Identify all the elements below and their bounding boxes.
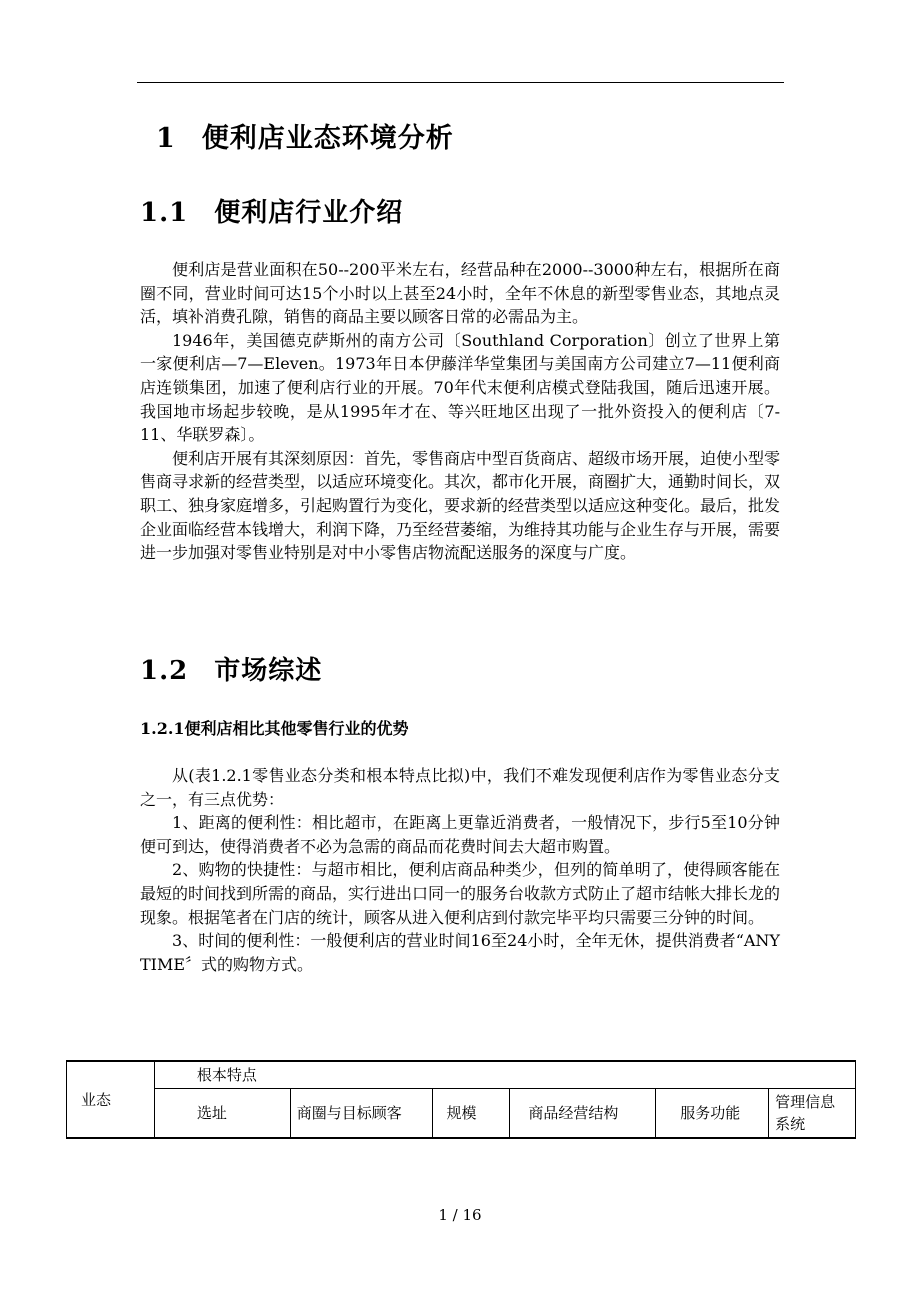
paragraph: 1946年，美国德克萨斯州的南方公司〔Southland Corporation〕创立了世界上第一家便利店—7—Eleven。1973年日本伊藤洋华堂集团与美国南方公司建立7—11便利商店连锁集团，加速了便利店行业的开展。70年代末便利店模式登陆我国，随后迅速开展。我国地市场起步较晚，是从1995年才在、等兴旺地区出现了一批外资投入的便利店〔7-11、华联罗森〕。 xyxy=(140,330,780,445)
paragraph: 1、距离的便利性：相比超市，在距离上更靠近消费者，一般情况下，步行5至10分钟便可到达，使得消费者不必为急需的商品而花费时间去大超市购置。 xyxy=(140,813,780,856)
table-column-header: 规模 xyxy=(432,1088,510,1138)
paragraph: 3、时间的便利性：一般便利店的营业时间16至24小时，全年无休，提供消费者“ANY TIME〞式的购物方式。 xyxy=(140,931,780,974)
section-title: 便利店行业介绍 xyxy=(214,198,404,228)
section-number: 1.2 xyxy=(140,656,189,686)
page-number: 1 / 16 xyxy=(438,1206,482,1224)
section-title: 市场综述 xyxy=(214,656,323,686)
table-column-header: 管理信息系统 xyxy=(769,1088,856,1138)
retail-format-table xyxy=(66,1060,856,1139)
header-rule xyxy=(137,82,784,83)
paragraph: 从(表1.2.1零售业态分类和根本特点比拟)中，我们不难发现便利店作为零售业态分支之一，有三点优势： xyxy=(140,766,780,809)
table-column-header: 商品经营结构 xyxy=(510,1088,656,1138)
section-heading-1-2 xyxy=(140,650,322,687)
subsection-heading xyxy=(140,716,409,739)
table-header-format: 业态 xyxy=(67,1061,155,1138)
paragraph: 2、购物的快捷性：与超市相比，便利店商品种类少，但列的简单明了，使得顾客能在最短的时间找到所需的商品，实行进出口同一的服务台收款方式防止了超市结帐大排长龙的现象。根据笔者在门店的统计，顾客从进入便利店到付款完毕平均只需要三分钟的时间。 xyxy=(140,860,781,927)
section-1-2-1-body xyxy=(140,764,780,976)
section-1-1-body xyxy=(140,258,780,565)
chapter-heading xyxy=(156,116,454,155)
section-heading-1-1 xyxy=(140,192,403,229)
table-column-header: 选址 xyxy=(154,1088,290,1138)
chapter-title: 便利店业态环境分析 xyxy=(201,123,454,154)
section-number: 1.1 xyxy=(140,198,189,228)
paragraph: 便利店是营业面积在50--200平米左右，经营品种在2000--3000种左右，根据所在商圈不同，营业时间可达15个小时以上甚至24小时，全年不休息的新型零售业态，其地点灵活，填补消费孔隙，销售的商品主要以顾客日常的必需品为主。 xyxy=(140,260,780,327)
table-column-header: 服务功能 xyxy=(656,1088,769,1138)
table-header-features: 根本特点 xyxy=(154,1061,855,1088)
subsection-number: 1.2.1 xyxy=(140,719,185,738)
paragraph: 便利店开展有其深刻原因：首先，零售商店中型百货商店、超级市场开展，迫使小型零售商寻求新的经营类型，以适应环境变化。其次，都市化开展，商圈扩大，通勤时间长，双职工、独身家庭增多，引起购置行为变化，要求新的经营类型以适应这种变化。最后，批发企业面临经营本钱增大，利润下降，乃至经营萎缩，为维持其功能与企业生存与开展，需要进一步加强对零售业特别是对中小零售店物流配送服务的深度与广度。 xyxy=(140,448,781,563)
table-column-header: 商圈与目标顾客 xyxy=(290,1088,432,1138)
subsection-title: 便利店相比其他零售行业的优势 xyxy=(184,719,409,738)
chapter-number: 1 xyxy=(156,123,176,154)
